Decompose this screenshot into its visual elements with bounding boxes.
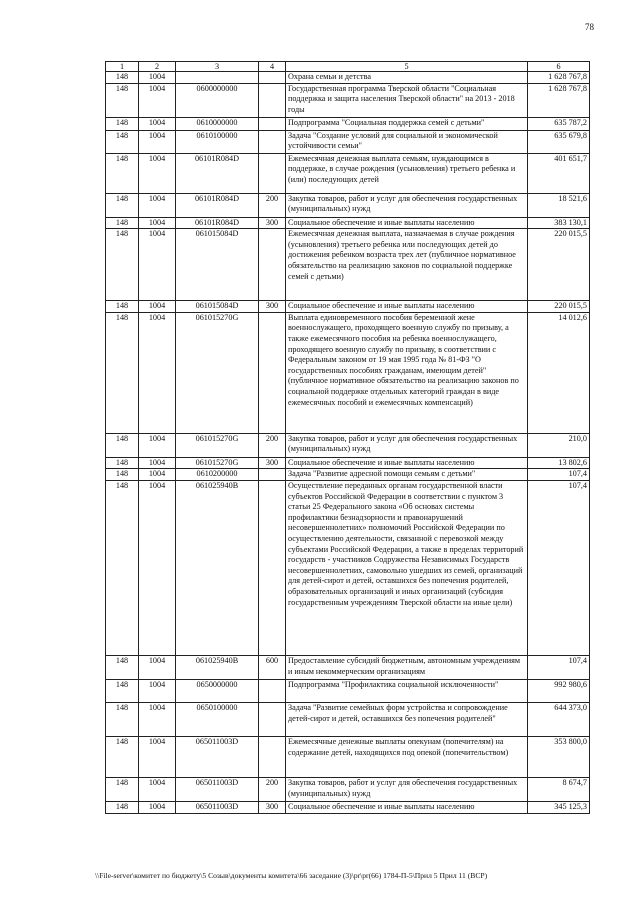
column-amount: 107,4 bbox=[528, 655, 590, 679]
column-target-article: 061015270G bbox=[176, 457, 259, 469]
column-amount: 345 125,3 bbox=[528, 801, 590, 813]
column-header: 2 bbox=[139, 62, 176, 72]
table-row bbox=[106, 433, 590, 457]
column-admin-code: 148 bbox=[106, 457, 139, 469]
column-target-article: 061015084D bbox=[176, 229, 259, 301]
table-row bbox=[106, 702, 590, 736]
column-target-article: 0600000000 bbox=[176, 83, 259, 117]
column-target-article: 0610100000 bbox=[176, 130, 259, 153]
column-expense-type: 300 bbox=[259, 217, 286, 229]
column-description: Социальное обеспечение и иные выплаты населению bbox=[286, 801, 528, 813]
column-expense-type: 200 bbox=[259, 433, 286, 457]
column-admin-code: 148 bbox=[106, 777, 139, 801]
table-row bbox=[106, 655, 590, 679]
column-admin-code: 148 bbox=[106, 655, 139, 679]
column-amount: 210,0 bbox=[528, 433, 590, 457]
column-expense-type bbox=[259, 153, 286, 193]
column-target-article: 06101R084D bbox=[176, 193, 259, 217]
column-section-code: 1004 bbox=[139, 153, 176, 193]
column-admin-code: 148 bbox=[106, 469, 139, 481]
column-target-article: 061015270G bbox=[176, 312, 259, 433]
column-expense-type: 300 bbox=[259, 457, 286, 469]
column-admin-code: 148 bbox=[106, 83, 139, 117]
table-row bbox=[106, 72, 590, 84]
column-amount: 992 980,6 bbox=[528, 679, 590, 702]
column-description: Социальное обеспечение и иные выплаты населению bbox=[286, 457, 528, 469]
column-description: Закупка товаров, работ и услуг для обеспечения государственных (муниципальных) нужд bbox=[286, 777, 528, 801]
column-target-article: 061025940В bbox=[176, 480, 259, 655]
column-amount: 635 787,2 bbox=[528, 117, 590, 130]
column-amount: 220 015,5 bbox=[528, 301, 590, 313]
table-row bbox=[106, 217, 590, 229]
column-description: Государственная программа Тверской области "Социальная поддержка и защита населения Тверской области" на 2013 - 2018 годы bbox=[286, 83, 528, 117]
table-body bbox=[106, 72, 590, 814]
column-expense-type: 300 bbox=[259, 801, 286, 813]
column-expense-type: 200 bbox=[259, 193, 286, 217]
table-row bbox=[106, 229, 590, 301]
column-description: Ежемесячная денежная выплата семьям, нуждающимся в поддержке, в случае рождения (усыновления) третьего ребенка и (или) последующих детей bbox=[286, 153, 528, 193]
column-description: Закупка товаров, работ и услуг для обеспечения государственных (муниципальных) нужд bbox=[286, 193, 528, 217]
table-row bbox=[106, 777, 590, 801]
column-description: Задача "Развитие семейных форм устройства и сопровождение детей-сирот и детей, оставшихся без попечения родителей" bbox=[286, 702, 528, 736]
table-row bbox=[106, 469, 590, 481]
column-admin-code: 148 bbox=[106, 217, 139, 229]
table-row bbox=[106, 679, 590, 702]
table-row bbox=[106, 480, 590, 655]
column-description: Социальное обеспечение и иные выплаты населению bbox=[286, 217, 528, 229]
column-amount: 353 800,0 bbox=[528, 736, 590, 777]
column-target-article: 065011003D bbox=[176, 801, 259, 813]
column-section-code: 1004 bbox=[139, 655, 176, 679]
column-expense-type bbox=[259, 679, 286, 702]
column-admin-code: 148 bbox=[106, 312, 139, 433]
table-row bbox=[106, 801, 590, 813]
column-admin-code: 148 bbox=[106, 679, 139, 702]
table-row bbox=[106, 117, 590, 130]
column-section-code: 1004 bbox=[139, 469, 176, 481]
column-section-code: 1004 bbox=[139, 457, 176, 469]
column-expense-type: 600 bbox=[259, 655, 286, 679]
column-expense-type bbox=[259, 72, 286, 84]
column-section-code: 1004 bbox=[139, 480, 176, 655]
page-number: 78 bbox=[585, 22, 594, 32]
column-expense-type bbox=[259, 736, 286, 777]
column-admin-code: 148 bbox=[106, 702, 139, 736]
column-expense-type bbox=[259, 312, 286, 433]
table-row bbox=[106, 736, 590, 777]
column-admin-code: 148 bbox=[106, 433, 139, 457]
column-admin-code: 148 bbox=[106, 193, 139, 217]
column-amount: 635 679,8 bbox=[528, 130, 590, 153]
table-row bbox=[106, 457, 590, 469]
column-section-code: 1004 bbox=[139, 736, 176, 777]
table-row bbox=[106, 301, 590, 313]
column-amount: 14 012,6 bbox=[528, 312, 590, 433]
column-description: Закупка товаров, работ и услуг для обеспечения государственных (муниципальных) нужд bbox=[286, 433, 528, 457]
column-section-code: 1004 bbox=[139, 130, 176, 153]
column-amount: 1 628 767,8 bbox=[528, 72, 590, 84]
column-amount: 644 373,0 bbox=[528, 702, 590, 736]
table-row bbox=[106, 83, 590, 117]
column-section-code: 1004 bbox=[139, 83, 176, 117]
table-row bbox=[106, 193, 590, 217]
column-target-article: 06101R084D bbox=[176, 217, 259, 229]
column-description: Охрана семьи и детства bbox=[286, 72, 528, 84]
column-description: Задача "Создание условий для социальной и экономической устойчивости семьи" bbox=[286, 130, 528, 153]
file-path-footer: \\File-server\комитет по бюджету\5 Созыв\документы комитета\66 заседание (3)\pr\pr(66) 1784-П-5\Прил 5 Прил 11 (ВСР) bbox=[95, 871, 488, 880]
column-header: 3 bbox=[176, 62, 259, 72]
column-section-code: 1004 bbox=[139, 777, 176, 801]
column-amount: 107,4 bbox=[528, 480, 590, 655]
column-amount: 13 802,6 bbox=[528, 457, 590, 469]
column-expense-type bbox=[259, 469, 286, 481]
column-section-code: 1004 bbox=[139, 117, 176, 130]
column-amount: 18 521,6 bbox=[528, 193, 590, 217]
column-section-code: 1004 bbox=[139, 229, 176, 301]
column-expense-type bbox=[259, 702, 286, 736]
table-row bbox=[106, 130, 590, 153]
column-section-code: 1004 bbox=[139, 301, 176, 313]
column-target-article: 06101R084D bbox=[176, 153, 259, 193]
column-expense-type bbox=[259, 130, 286, 153]
column-admin-code: 148 bbox=[106, 736, 139, 777]
column-description: Подпрограмма "Социальная поддержка семей с детьми" bbox=[286, 117, 528, 130]
column-admin-code: 148 bbox=[106, 480, 139, 655]
column-target-article: 0610000000 bbox=[176, 117, 259, 130]
column-target-article: 0650100000 bbox=[176, 702, 259, 736]
column-expense-type bbox=[259, 117, 286, 130]
column-target-article: 061015084D bbox=[176, 301, 259, 313]
column-target-article: 061025940В bbox=[176, 655, 259, 679]
column-target-article: 061015270G bbox=[176, 433, 259, 457]
column-section-code: 1004 bbox=[139, 702, 176, 736]
column-description: Ежемесячные денежные выплаты опекунам (попечителям) на содержание детей, находящихся под опекой (попечительством) bbox=[286, 736, 528, 777]
table-row bbox=[106, 153, 590, 193]
column-amount: 8 674,7 bbox=[528, 777, 590, 801]
column-header: 6 bbox=[528, 62, 590, 72]
table-row bbox=[106, 312, 590, 433]
column-target-article: 065011003D bbox=[176, 736, 259, 777]
column-admin-code: 148 bbox=[106, 229, 139, 301]
column-amount: 220 015,5 bbox=[528, 229, 590, 301]
column-admin-code: 148 bbox=[106, 130, 139, 153]
column-section-code: 1004 bbox=[139, 312, 176, 433]
budget-table bbox=[105, 61, 590, 814]
column-amount: 401 651,7 bbox=[528, 153, 590, 193]
column-target-article: 0610200000 bbox=[176, 469, 259, 481]
column-section-code: 1004 bbox=[139, 433, 176, 457]
column-section-code: 1004 bbox=[139, 679, 176, 702]
column-target-article: 0650000000 bbox=[176, 679, 259, 702]
column-admin-code: 148 bbox=[106, 301, 139, 313]
column-target-article: 065011003D bbox=[176, 777, 259, 801]
column-expense-type bbox=[259, 83, 286, 117]
column-amount: 383 130,1 bbox=[528, 217, 590, 229]
column-description: Социальное обеспечение и иные выплаты населению bbox=[286, 301, 528, 313]
column-target-article bbox=[176, 72, 259, 84]
table-header-row bbox=[106, 62, 590, 72]
column-description: Осуществление переданных органам государственной власти субъектов Российской Федерации в соответствии с пунктом 3 статьи 25 Федерального закона «Об основах системы профилактики безнадзорности и правонарушений несовершеннолетних» полномочий Российской Федерации по осуществлению деятельности, связанной с перевозкой между субъектами Российской Федерации, а также в пределах территорий государств - участников Содружества Независимых Государств несовершеннолетних, самовольно ушедших из семей, организаций для детей-сирот и детей, оставшихся без попечения родителей, образовательных организаций и иных организаций (субсидия государственным учреждениям Тверской области на иные цели) bbox=[286, 480, 528, 655]
column-expense-type bbox=[259, 229, 286, 301]
column-admin-code: 148 bbox=[106, 72, 139, 84]
column-description: Задача "Развитие адресной помощи семьям с детьми" bbox=[286, 469, 528, 481]
column-admin-code: 148 bbox=[106, 153, 139, 193]
column-section-code: 1004 bbox=[139, 193, 176, 217]
column-expense-type bbox=[259, 480, 286, 655]
column-header: 1 bbox=[106, 62, 139, 72]
column-admin-code: 148 bbox=[106, 117, 139, 130]
column-section-code: 1004 bbox=[139, 72, 176, 84]
column-section-code: 1004 bbox=[139, 801, 176, 813]
column-expense-type: 200 bbox=[259, 777, 286, 801]
column-description: Ежемесячная денежная выплата, назначаемая в случае рождения (усыновления) третьего ребенка или последующих детей до достижения ребенком возраста трех лет (публичное нормативное обязательство на реализацию законов по социальной поддержке семей с детьми) bbox=[286, 229, 528, 301]
column-header: 5 bbox=[286, 62, 528, 72]
column-description: Предоставление субсидий бюджетным, автономным учреждениям и иным некоммерческим организациям bbox=[286, 655, 528, 679]
column-admin-code: 148 bbox=[106, 801, 139, 813]
column-header: 4 bbox=[259, 62, 286, 72]
column-expense-type: 300 bbox=[259, 301, 286, 313]
column-description: Подпрограмма "Профилактика социальной исключенности" bbox=[286, 679, 528, 702]
column-amount: 1 628 767,8 bbox=[528, 83, 590, 117]
column-description: Выплата единовременного пособия беременной жене военнослужащего, проходящего военную службу по призыву, а также ежемесячного пособия на ребенка военнослужащего, проходящего военную службу по призыву, в соответствии с Федеральным законом от 19 мая 1995 года № 81-ФЗ "О государственных пособиях гражданам, имеющим детей" (публичное нормативное обязательство на реализацию законов по социальной поддержке отдельных категорий граждан в виде ежемесячных пособий и ежемесячных компенсаций) bbox=[286, 312, 528, 433]
column-section-code: 1004 bbox=[139, 217, 176, 229]
column-amount: 107,4 bbox=[528, 469, 590, 481]
